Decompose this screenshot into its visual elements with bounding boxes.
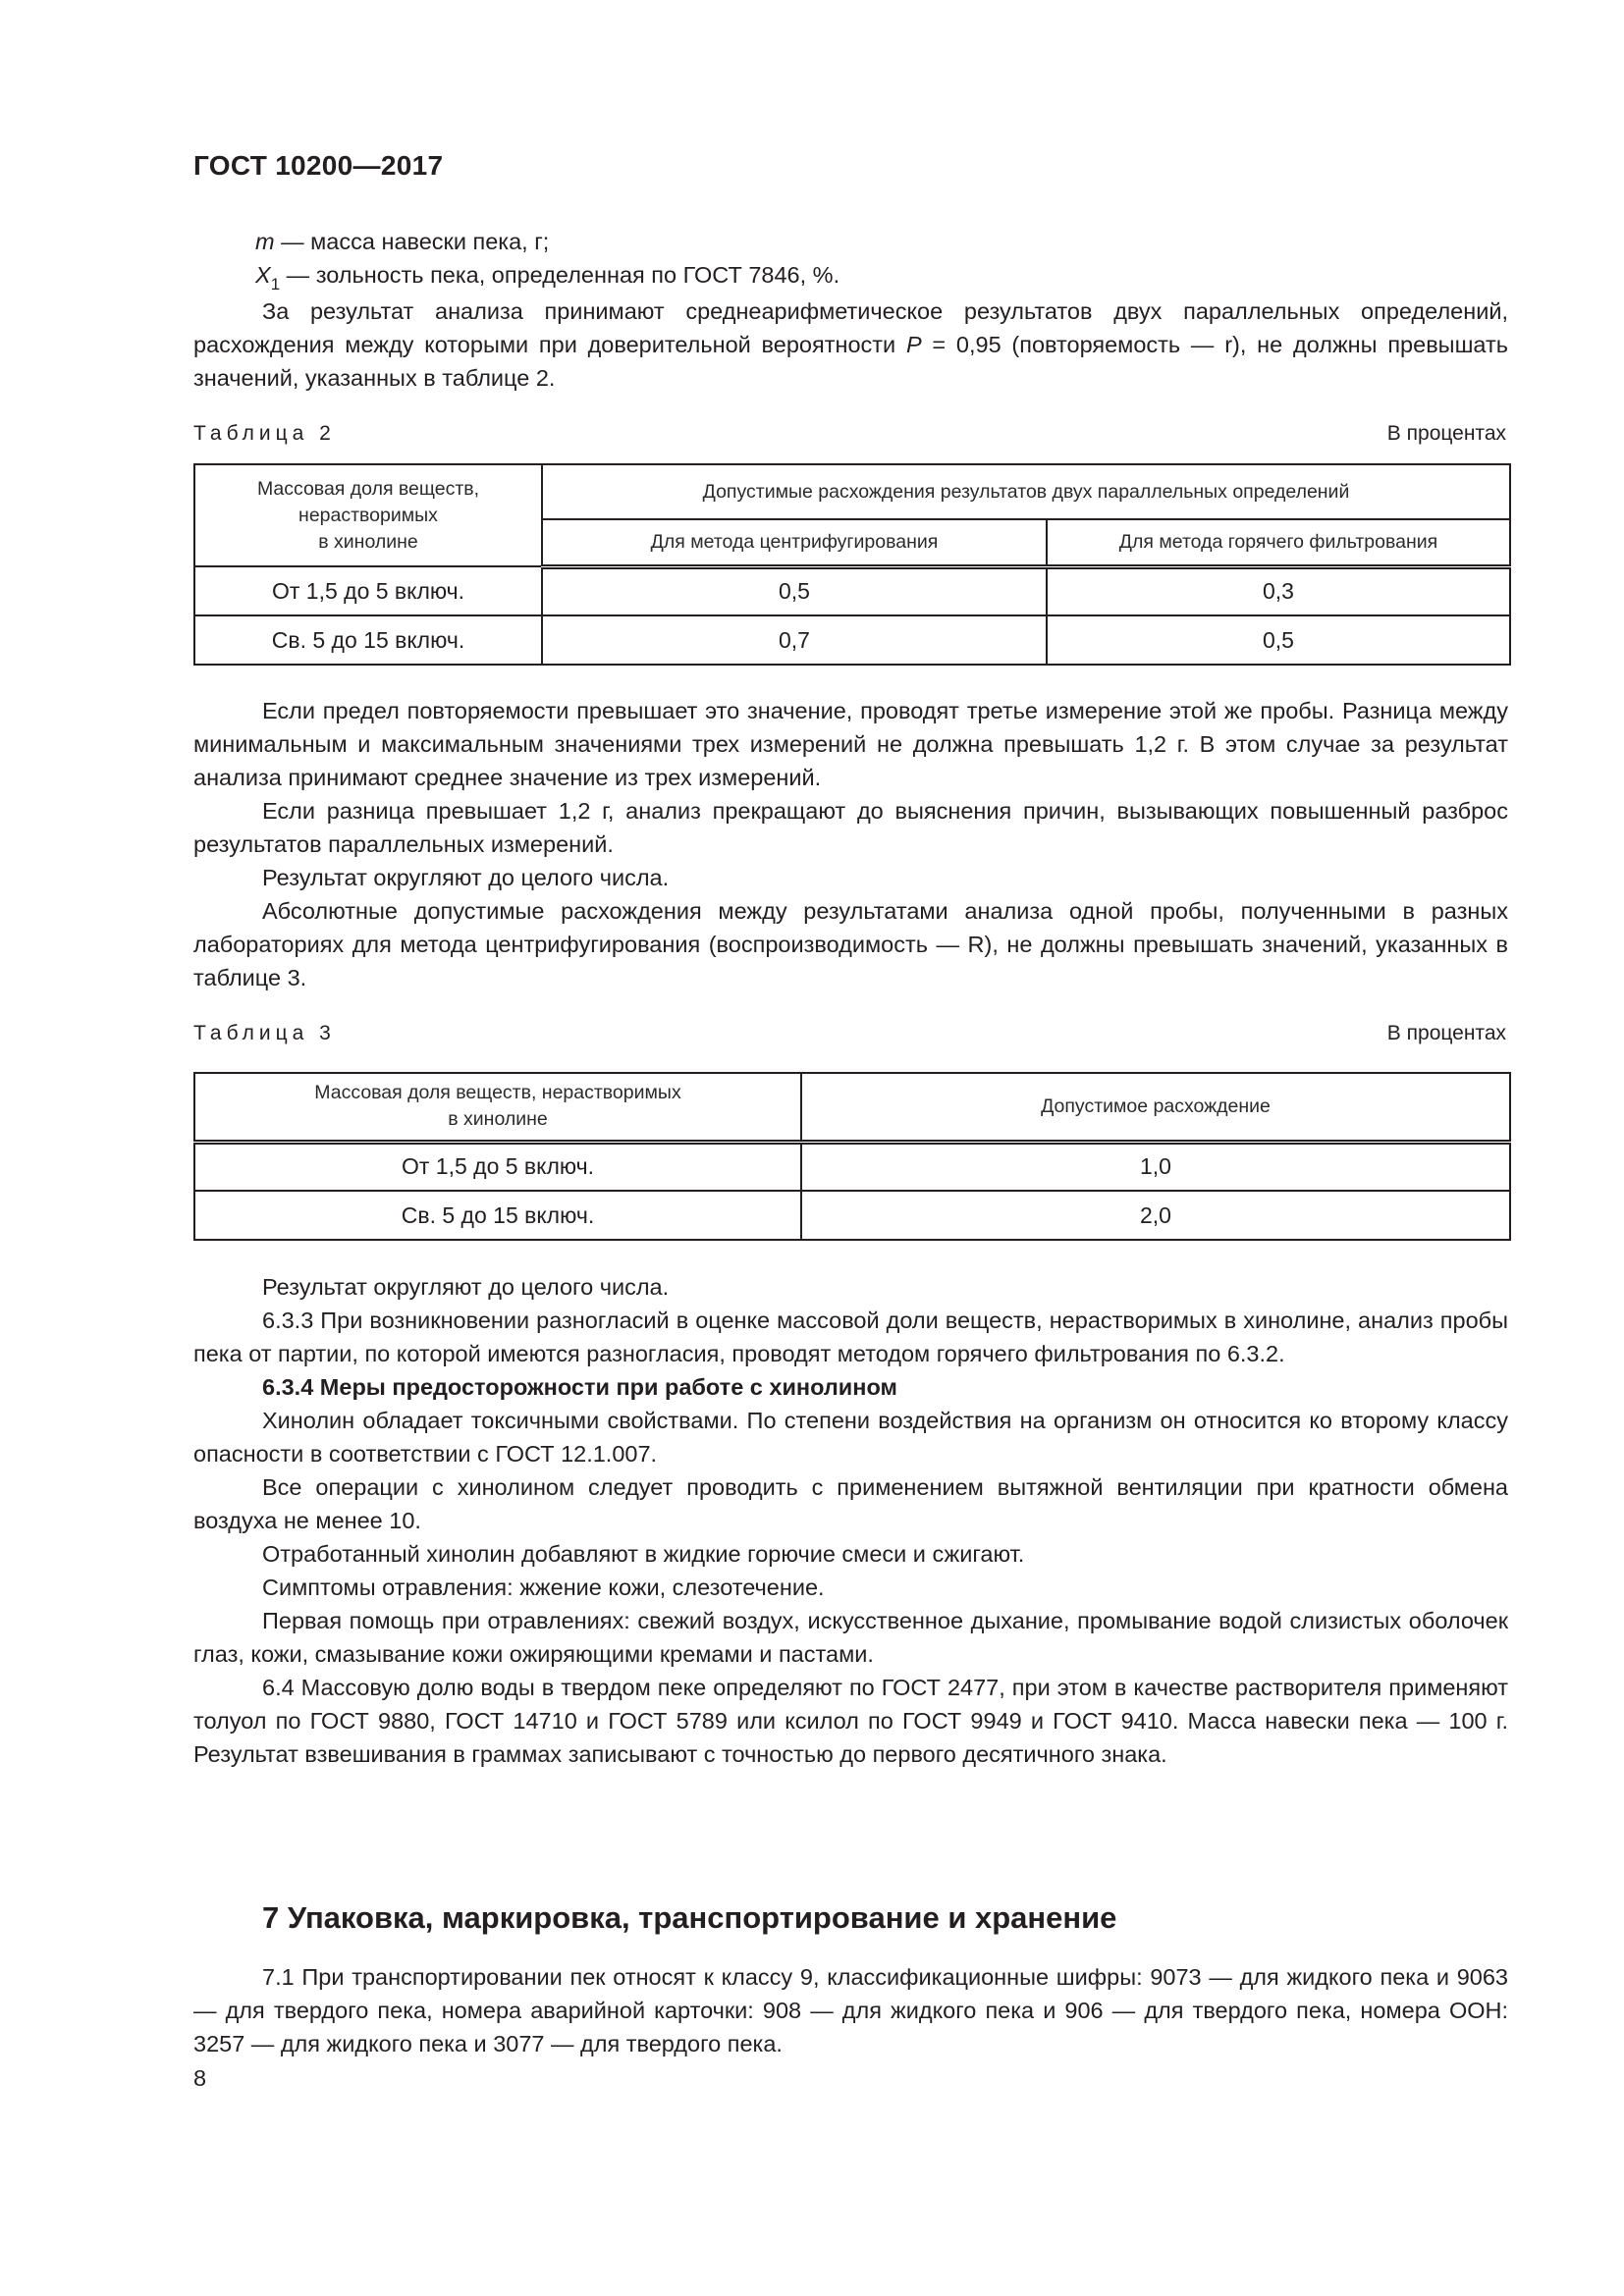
- table2-col1-header: [194, 464, 542, 566]
- header-line: Массовая доля веществ, нерастворимых: [314, 1082, 681, 1104]
- header-line: нерастворимых: [298, 504, 438, 526]
- table2-centrifuge-cell: 0,5: [542, 566, 1047, 615]
- definitions-block: [193, 225, 1508, 395]
- table3-units: В процентах: [1386, 1022, 1506, 1044]
- definition-m: [193, 225, 1508, 258]
- table3-col1-header: [194, 1073, 801, 1142]
- table2-range-cell: От 1,5 до 5 включ.: [194, 566, 542, 615]
- document-header-id: ГОСТ 10200—2017: [193, 150, 444, 181]
- intro-text-part2: = 0,95 (повторяемость — r), не должны превышать значений, указанных в таблице 2.: [193, 332, 1508, 391]
- clause-6-3-4-heading: 6.3.4 Меры предосторожности при работе с хинолином: [262, 1374, 897, 1400]
- table3-caption-row: [193, 1022, 1508, 1051]
- symbol-x-subscript: 1: [270, 275, 281, 294]
- paragraph: Абсолютные допустимые расхождения между результатами анализа одной пробы, полученными в разных лабораториях для метода центрифугирования (воспроизводимость — R), не должны превышать значений, указанных в таблице 3.: [193, 898, 1508, 990]
- table3-range-cell: Св. 5 до 15 включ.: [194, 1191, 801, 1240]
- paragraphs-after-table2: [193, 694, 1508, 994]
- clause-6-3-3: 6.3.3 При возникновении разногласий в оценке массовой доли веществ, нерастворимых в хинолине, анализ пробы пека от партии, по которой имеются разногласия, проводят методом горячего фильтрования по 6.3.2.: [193, 1308, 1508, 1366]
- header-line: Массовая доля веществ,: [256, 477, 480, 500]
- table3-col2-header: Допустимое расхождение: [801, 1073, 1510, 1142]
- symbol-m: m: [255, 229, 275, 254]
- clause-6-4: 6.4 Массовую долю воды в твердом пеке определяют по ГОСТ 2477, при этом в качестве растворителя применяют толуол по ГОСТ 9880, ГОСТ 14710 и ГОСТ 5789 или ксилол по ГОСТ 9949 и ГОСТ 9410. Масса навески пека — 100 г. Результат взвешивания в граммах записывают с точностью до первого десятичного знака.: [193, 1675, 1508, 1767]
- definition-m-text: — масса навески пека, г;: [274, 229, 550, 254]
- table2-units: В процентах: [1386, 422, 1506, 445]
- paragraph: Результат округляют до целого числа.: [262, 1274, 670, 1300]
- intro-paragraph: [193, 294, 1508, 395]
- table3-range-cell: От 1,5 до 5 включ.: [194, 1142, 801, 1191]
- paragraph: Все операции с хинолином следует проводить с применением вытяжной вентиляции при кратности обмена воздуха не менее 10.: [193, 1474, 1508, 1533]
- table2-hot-filtration-cell: 0,3: [1047, 566, 1510, 615]
- table2-caption: Таблица 2: [193, 422, 336, 445]
- page-number: 8: [193, 2065, 207, 2091]
- table2-subheader-hot-filtration: Для метода горячего фильтрования: [1047, 519, 1510, 566]
- paragraph: Результат округляют до целого числа.: [262, 865, 670, 890]
- table2-group-header: Допустимые расхождения результатов двух параллельных определений: [542, 464, 1510, 519]
- header-line: в хинолине: [318, 530, 418, 553]
- paragraph: Если разница превышает 1,2 г, анализ прекращают до выяснения причин, вызывающих повышенный разброс результатов параллельных измерений.: [193, 798, 1508, 857]
- clause-7-1: 7.1 При транспортировании пек относят к классу 9, классификационные шифры: 9073 — для жидкого пека и 9063 — для твердого пека, номера аварийной карточки: 908 — для жидкого пека и 906 — для твердого пека, номера ООН: 3257 — для жидкого пека и 3077 — для твердого пека.: [193, 1964, 1508, 2056]
- definition-x1: [193, 258, 1508, 294]
- table-row: [194, 566, 1510, 615]
- table-row: [194, 615, 1510, 665]
- table-row: [194, 1191, 1510, 1240]
- paragraphs-after-table3: [193, 1270, 1508, 1771]
- section-7-body: [193, 1960, 1508, 2060]
- symbol-x: X: [255, 262, 271, 288]
- table-2: [193, 463, 1511, 666]
- table3-caption: Таблица 3: [193, 1022, 336, 1044]
- paragraph: Отработанный хинолин добавляют в жидкие горючие смеси и сжигают.: [262, 1541, 1025, 1567]
- table-row: [194, 1142, 1510, 1191]
- definition-x1-text: — зольность пека, определенная по ГОСТ 7846, %.: [280, 262, 840, 288]
- table3-value-cell: 1,0: [801, 1142, 1510, 1191]
- table2-range-cell: Св. 5 до 15 включ.: [194, 615, 542, 665]
- table2-hot-filtration-cell: 0,5: [1047, 615, 1510, 665]
- paragraph: Хинолин обладает токсичными свойствами. По степени воздействия на организм он относится ко второму классу опасности в соответствии с ГОСТ 12.1.007.: [193, 1408, 1508, 1467]
- intro-text-part1: За результат анализа принимают среднеарифметическое результатов двух параллельных определений, расхождения между которыми при доверительной вероятности: [193, 298, 1508, 357]
- header-line: в хинолине: [448, 1108, 548, 1131]
- table3-value-cell: 2,0: [801, 1191, 1510, 1240]
- paragraph: Первая помощь при отравлениях: свежий воздух, искусственное дыхание, промывание водой слизистых оболочек глаз, кожи, смазывание кожи ожиряющими кремами и пастами.: [193, 1608, 1508, 1667]
- table-3: [193, 1072, 1511, 1241]
- symbol-p: P: [905, 332, 922, 357]
- table2-subheader-centrifuge: Для метода центрифугирования: [542, 519, 1047, 566]
- paragraph: Если предел повторяемости превышает это значение, проводят третье измерение этой же пробы. Разница между минимальным и максимальным значениями трех измерений не должна превышать 1,2 г. В этом случае за результат анализа принимают среднее значение из трех измерений.: [193, 698, 1508, 790]
- table2-caption-row: [193, 422, 1508, 452]
- paragraph: Симптомы отравления: жжение кожи, слезотечение.: [262, 1575, 825, 1600]
- section-7-heading: 7 Упаковка, маркировка, транспортирование и хранение: [262, 1900, 1117, 1935]
- table2-centrifuge-cell: 0,7: [542, 615, 1047, 665]
